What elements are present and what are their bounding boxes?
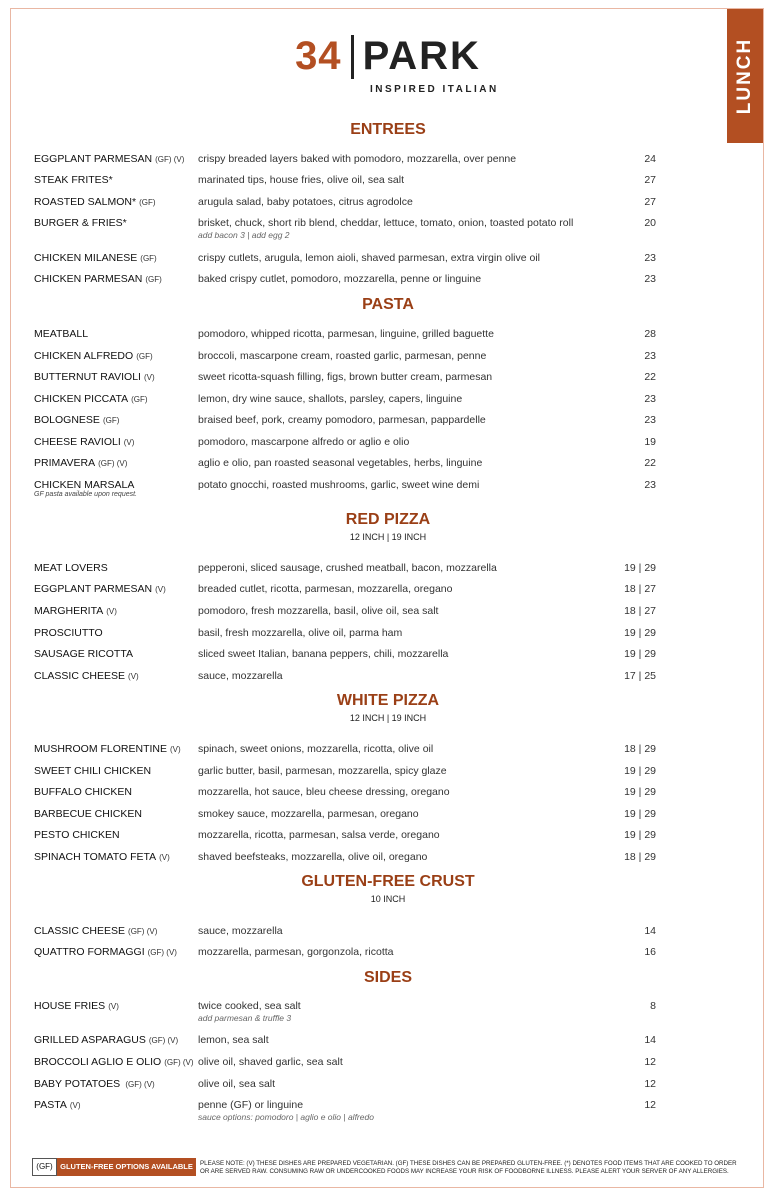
item-tags: (GF) — [136, 352, 153, 361]
item-price: 19 | 29 — [624, 627, 656, 639]
item-name — [34, 925, 157, 937]
item-name-text: PROSCIUTTO — [34, 627, 103, 639]
item-name-text: BROCCOLI AGLIO E OLIO — [34, 1056, 162, 1068]
gf-options-label: GLUTEN-FREE OPTIONS AVAILABLE — [57, 1158, 196, 1176]
menu-item — [34, 786, 664, 802]
item-price: 18 | 27 — [624, 583, 656, 595]
menu-item — [34, 393, 664, 409]
section-subtitle: 10 INCH — [370, 894, 406, 904]
menu-item — [34, 562, 664, 578]
item-name — [34, 479, 134, 491]
item-name-text: MARGHERITA — [34, 605, 104, 617]
footer — [32, 1158, 742, 1178]
item-price: 23 — [644, 414, 656, 426]
item-tags: (GF) — [102, 416, 120, 425]
item-name — [34, 829, 120, 841]
menu-item — [34, 174, 664, 190]
menu-item — [34, 1078, 664, 1094]
item-tags: (GF) — [139, 198, 156, 207]
item-name — [34, 1000, 119, 1012]
item-price: 18 | 27 — [624, 605, 656, 617]
item-description: shaved beefsteaks, mozzarella, olive oil, oregano — [198, 851, 428, 863]
item-description: lemon, sea salt — [198, 1034, 269, 1046]
menu-item — [34, 829, 664, 845]
item-description: smokey sauce, mozzarella, parmesan, oregano — [198, 808, 419, 820]
item-price: 19 | 29 — [624, 829, 656, 841]
item-name-text: BOLOGNESE — [34, 414, 100, 426]
item-note: add bacon 3 | add egg 2 — [198, 230, 290, 240]
item-tags: (GF) (V) — [164, 1058, 194, 1067]
item-name — [34, 328, 88, 340]
item-name — [34, 196, 156, 208]
item-description: penne (GF) or linguine — [198, 1099, 304, 1111]
item-name-text: CHICKEN MILANESE — [34, 252, 138, 264]
item-description: lemon, dry wine sauce, shallots, parsley, capers, linguine — [198, 393, 463, 405]
menu-item — [34, 414, 664, 430]
logo-number: 34 — [295, 34, 342, 78]
item-description: mozzarella, ricotta, parmesan, salsa verde, oregano — [198, 829, 440, 841]
item-price: 12 — [644, 1056, 656, 1068]
item-name — [34, 583, 166, 595]
section-title: RED PIZZA — [345, 511, 431, 528]
item-description: crispy cutlets, arugula, lemon aioli, shaved parmesan, extra virgin olive oil — [198, 252, 540, 264]
item-name-text: MEAT LOVERS — [34, 562, 108, 574]
menu-item — [34, 479, 664, 498]
item-tags: (V) — [155, 585, 166, 594]
item-description: pomodoro, whipped ricotta, parmesan, linguine, grilled baguette — [198, 328, 494, 340]
item-description: mozzarella, hot sauce, bleu cheese dressing, oregano — [198, 786, 450, 798]
item-tags: (GF) — [140, 254, 157, 263]
item-name — [34, 808, 142, 820]
item-name — [34, 605, 117, 617]
item-name-text: BUTTERNUT RAVIOLI — [34, 371, 141, 383]
item-name — [34, 1034, 178, 1046]
section-title: ENTREES — [350, 121, 426, 138]
item-name-text: PESTO CHICKEN — [34, 829, 120, 841]
item-tags: (GF) (V) — [147, 948, 177, 957]
item-price: 23 — [644, 350, 656, 362]
menu-item — [34, 252, 664, 268]
item-description: pomodoro, mascarpone alfredo or aglio e olio — [198, 436, 410, 448]
item-description: aglio e olio, pan roasted seasonal vegetables, herbs, linguine — [198, 457, 483, 469]
menu-item — [34, 1000, 664, 1023]
item-name — [34, 457, 127, 469]
item-tags: (V) — [128, 672, 139, 681]
menu-item — [34, 328, 664, 344]
item-name-text: CLASSIC CHEESE — [34, 925, 126, 937]
item-price: 14 — [644, 1034, 656, 1046]
item-price: 24 — [644, 153, 656, 165]
item-price: 8 — [650, 1000, 656, 1012]
menu-item — [34, 153, 664, 169]
menu-item — [34, 743, 664, 759]
item-name — [34, 743, 181, 755]
item-name — [34, 648, 133, 660]
item-name — [34, 414, 119, 426]
menu-item — [34, 627, 664, 643]
item-tags: (V) — [108, 1002, 119, 1011]
item-description: arugula salad, baby potatoes, citrus agrodolce — [198, 196, 413, 208]
item-tags: (V) — [106, 607, 117, 616]
item-description: brisket, chuck, short rib blend, cheddar, lettuce, tomato, onion, toasted potato roll — [198, 217, 574, 229]
brand-logo — [0, 34, 776, 79]
menu-item — [34, 946, 664, 962]
menu-item — [34, 1099, 664, 1122]
item-description: braised beef, pork, creamy pomodoro, parmesan, pappardelle — [198, 414, 486, 426]
item-name-text: BURGER & FRIES* — [34, 217, 127, 229]
item-tags: (GF) (V) — [148, 1036, 179, 1045]
item-price: 12 — [644, 1099, 656, 1111]
item-name-text: MEATBALL — [34, 328, 89, 340]
item-description: garlic butter, basil, parmesan, mozzarella, spicy glaze — [198, 765, 447, 777]
item-tags: (GF) (V) — [155, 155, 185, 164]
item-name — [34, 273, 162, 285]
item-name-text: BARBECUE CHICKEN — [34, 808, 142, 820]
menu-item — [34, 808, 664, 824]
item-name-text: CHICKEN PARMESAN — [34, 273, 143, 285]
item-description: broccoli, mascarpone cream, roasted garlic, parmesan, penne — [198, 350, 487, 362]
lunch-tab-label: LUNCH — [734, 37, 755, 115]
item-price: 22 — [644, 457, 656, 469]
item-name — [34, 946, 177, 958]
item-name — [34, 627, 103, 639]
item-tags: (GF) (V) — [128, 927, 158, 936]
menu-item — [34, 350, 664, 366]
item-name-text: PRIMAVERA — [34, 457, 96, 469]
item-name-text: QUATTRO FORMAGGI — [34, 946, 145, 958]
item-price: 23 — [644, 479, 656, 491]
item-price: 16 — [644, 946, 656, 958]
menu-item — [34, 583, 664, 599]
item-name-text: EGGPLANT PARMESAN — [34, 153, 153, 165]
item-name-text: PASTA — [34, 1099, 67, 1111]
section-title: GLUTEN-FREE CRUST — [301, 873, 475, 890]
gf-code-box: (GF) — [32, 1158, 57, 1176]
item-description: mozzarella, parmesan, gorgonzola, ricotta — [198, 946, 394, 958]
item-name — [34, 217, 127, 229]
item-tags: (V) — [170, 745, 181, 754]
menu-item — [34, 851, 664, 867]
menu-item — [34, 605, 664, 621]
menu-item — [34, 1056, 664, 1072]
item-name-text: SAUSAGE RICOTTA — [34, 648, 133, 660]
item-name-text: BABY POTATOES — [34, 1078, 121, 1090]
menu-item — [34, 273, 664, 289]
menu-item — [34, 1034, 664, 1050]
item-name-text: SWEET CHILI CHICKEN — [34, 765, 152, 777]
item-name-text: MUSHROOM FLORENTINE — [34, 743, 168, 755]
item-description: marinated tips, house fries, olive oil, sea salt — [198, 174, 405, 186]
menu-item — [34, 217, 664, 240]
item-price: 22 — [644, 371, 656, 383]
item-description: basil, fresh mozzarella, olive oil, parma ham — [198, 627, 403, 639]
item-description: sauce, mozzarella — [198, 925, 283, 937]
item-description: sauce, mozzarella — [198, 670, 283, 682]
item-name — [34, 174, 113, 186]
item-price: 12 — [644, 1078, 656, 1090]
item-tags: (GF) (V) — [98, 459, 128, 468]
item-price: 19 | 29 — [624, 648, 656, 660]
item-tags: (V) — [69, 1101, 81, 1110]
item-tags: (GF) — [145, 275, 162, 284]
item-name — [34, 1078, 155, 1090]
menu-item — [34, 196, 664, 212]
item-price: 18 | 29 — [624, 851, 656, 863]
item-price: 23 — [644, 393, 656, 405]
item-name — [34, 153, 184, 165]
menu-item — [34, 436, 664, 452]
item-description: spinach, sweet onions, mozzarella, ricotta, olive oil — [198, 743, 434, 755]
section-title: PASTA — [362, 296, 414, 313]
menu-item — [34, 765, 664, 781]
item-name — [34, 1099, 81, 1111]
item-price: 28 — [644, 328, 656, 340]
item-description: olive oil, sea salt — [198, 1078, 276, 1090]
logo-divider — [351, 35, 354, 79]
item-name-text: CHICKEN ALFREDO — [34, 350, 134, 362]
item-name-text: ROASTED SALMON* — [34, 196, 137, 208]
footer-note: PLEASE NOTE: (V) THESE DISHES ARE PREPARED VEGETARIAN. (GF) THESE DISHES CAN BE PREPARED GLUTEN-FREE. (*) DENOTES FOOD ITEMS THAT ARE COOKED TO ORDER OR ARE SERVED RAW. CONSUMING RAW OR UNDERCOOKED FOODS MAY INCREASE YOUR RISK OF FOODBORNE ILLNESS. PLEASE ALERT YOUR SERVER OF ANY ALLERGIES. — [200, 1160, 737, 1175]
item-description: crispy breaded layers baked with pomodoro, mozzarella, over penne — [198, 153, 517, 165]
item-price: 20 — [644, 217, 656, 229]
item-price: 18 | 29 — [624, 743, 656, 755]
item-name-text: SPINACH TOMATO FETA — [34, 851, 157, 863]
item-description: potato gnocchi, roasted mushrooms, garlic, sweet wine demi — [198, 479, 480, 491]
item-description: sliced sweet Italian, banana peppers, chili, mozzarella — [198, 648, 449, 660]
item-name — [34, 393, 148, 405]
item-note: sauce options: pomodoro | aglio e olio | alfredo — [198, 1112, 374, 1122]
item-name-note: GF pasta available upon request. — [34, 491, 137, 498]
item-name — [34, 786, 132, 798]
section-title: WHITE PIZZA — [336, 692, 440, 709]
item-name — [34, 436, 134, 448]
item-price: 19 | 29 — [624, 808, 656, 820]
section-subtitle: 12 INCH | 19 INCH — [349, 713, 427, 723]
item-price: 19 — [644, 436, 656, 448]
item-price: 23 — [644, 252, 656, 264]
item-price: 23 — [644, 273, 656, 285]
item-description: pepperoni, sliced sausage, crushed meatball, bacon, mozzarella — [198, 562, 497, 574]
item-name-text: CHICKEN PICCATA — [34, 393, 129, 405]
menu-item — [34, 371, 664, 387]
item-name — [34, 350, 153, 362]
menu-item — [34, 670, 664, 686]
item-name-text: CHICKEN MARSALA — [34, 479, 135, 491]
item-note: add parmesan & truffle 3 — [198, 1013, 292, 1023]
item-name — [34, 851, 170, 863]
menu-item — [34, 925, 664, 941]
item-name — [34, 765, 151, 777]
item-name-text: EGGPLANT PARMESAN — [34, 583, 153, 595]
item-name-text: HOUSE FRIES — [34, 1000, 106, 1012]
logo-tagline: INSPIRED ITALIAN — [370, 84, 499, 95]
section-subtitle: 12 INCH | 19 INCH — [349, 532, 427, 542]
item-description: twice cooked, sea salt — [198, 1000, 301, 1012]
item-price: 17 | 25 — [624, 670, 656, 682]
item-description: olive oil, shaved garlic, sea salt — [198, 1056, 343, 1068]
item-description: sweet ricotta-squash filling, figs, brown butter cream, parmesan — [198, 371, 493, 383]
item-tags: (V) — [143, 373, 155, 382]
item-name — [34, 252, 157, 264]
item-name — [34, 562, 108, 574]
item-price: 19 | 29 — [624, 765, 656, 777]
menu-item — [34, 648, 664, 664]
item-price: 19 | 29 — [624, 562, 656, 574]
item-tags: (V) — [159, 853, 170, 862]
item-name-text: CHEESE RAVIOLI — [34, 436, 121, 448]
item-tags: (GF) (V) — [123, 1080, 155, 1089]
item-price: 14 — [644, 925, 656, 937]
item-tags: (GF) — [131, 395, 148, 404]
item-price: 27 — [644, 196, 656, 208]
item-description: baked crispy cutlet, pomodoro, mozzarella, penne or linguine — [198, 273, 482, 285]
item-name — [34, 1056, 194, 1068]
item-tags: (V) — [123, 438, 135, 447]
item-name — [34, 371, 155, 383]
item-price: 19 | 29 — [624, 786, 656, 798]
item-name-text: GRILLED ASPARAGUS — [34, 1034, 146, 1046]
logo-name: PARK — [362, 34, 481, 78]
item-name-text: CLASSIC CHEESE — [34, 670, 126, 682]
item-price: 27 — [644, 174, 656, 186]
menu-item — [34, 457, 664, 473]
item-name-text: BUFFALO CHICKEN — [34, 786, 133, 798]
item-description: breaded cutlet, ricotta, parmesan, mozzarella, oregano — [198, 583, 453, 595]
item-description: pomodoro, fresh mozzarella, basil, olive oil, sea salt — [198, 605, 439, 617]
section-title: SIDES — [363, 969, 412, 986]
item-name — [34, 670, 139, 682]
item-name-text: STEAK FRITES* — [34, 174, 113, 186]
